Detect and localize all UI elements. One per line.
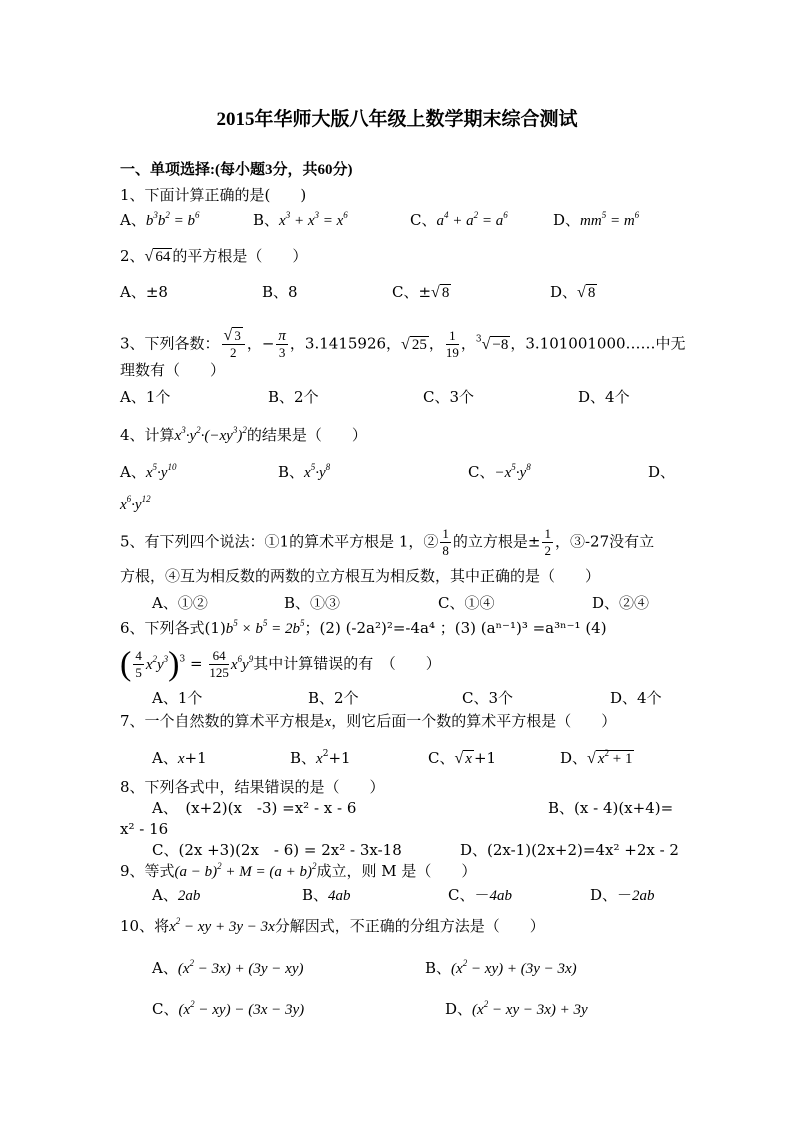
q9-option-d[interactable]: D、－2ab [590, 886, 655, 904]
q7-option-a[interactable]: A、x+1 [152, 749, 207, 767]
q7-stem: 7、一个自然数的算术平方根是x，则它后面一个数的算术平方根是（ ） [120, 712, 617, 730]
q5-option-b[interactable]: B、①③ [284, 594, 341, 612]
q8-stem: 8、下列各式中，结果错误的是（ ） [120, 778, 385, 796]
q4-option-a[interactable]: A、$x^5\cdot y^{10}$ [120, 462, 177, 481]
q9-option-a[interactable]: A、2ab [152, 886, 201, 904]
q9-option-c[interactable]: C、－4ab [448, 886, 512, 904]
q6-stem-line2: ( $\frac{4}{5}$ $x^2y^3)^3$ = $\frac{64}{125}$ $x^6y^9$其中计算错误的有 （ ） [120, 645, 441, 683]
q2-option-b[interactable]: B、8 [262, 283, 298, 301]
q4-option-d[interactable]: D、 [648, 463, 676, 481]
q6-option-c[interactable]: C、3个 [462, 689, 514, 707]
q1-option-a[interactable]: A、$b^3b^2 = b^6$ [120, 210, 200, 229]
q6-option-d[interactable]: D、4个 [610, 689, 662, 707]
q10-stem: 10、将$x^2$ − xy + 3y − 3x分解因式，不正确的分组方法是（ ） [120, 916, 545, 935]
q10-option-b[interactable]: B、$(x^2 - xy) + (3y - 3x)$ [425, 958, 577, 977]
q2-stem: 2、√ 64 的平方根是（ ） [120, 247, 308, 265]
q3-option-c[interactable]: C、3个 [423, 388, 475, 406]
q9-option-b[interactable]: B、4ab [302, 886, 351, 904]
q8-option-b[interactable]: B、(x - 4)(x+4)= [548, 799, 674, 817]
q5-stem-line2: 方根，④互为相反数的两数的立方根互为相反数，其中正确的是（ ） [120, 567, 601, 585]
q8-option-c[interactable]: C、(2x +3)(2x - 6) = 2x² - 3x-18 [152, 841, 402, 859]
q5-option-d[interactable]: D、②④ [592, 594, 650, 612]
q4-option-d-value: $x^6\cdot y^{12}$ [120, 494, 151, 513]
q10-option-c[interactable]: C、$(x^2 - xy) - (3x - 3y)$ [152, 999, 305, 1018]
q8-option-b-cont: x² - 16 [120, 820, 169, 838]
q5-option-a[interactable]: A、①② [152, 594, 208, 612]
section-heading: 一、单项选择:(每小题3分，共60分) [120, 162, 353, 178]
q6-option-a[interactable]: A、1个 [152, 689, 203, 707]
q2-option-d[interactable]: D、√ 8 [550, 283, 596, 301]
q2-option-c[interactable]: C、±√ 8 [392, 283, 450, 301]
q3-option-d[interactable]: D、4个 [578, 388, 630, 406]
q8-option-d[interactable]: D、(2x-1)(2x+2)=4x² +2x - 2 [460, 841, 679, 859]
page-title: 2015年华师大版八年级上数学期末综合测试 [216, 109, 578, 130]
q5-option-c[interactable]: C、①④ [438, 594, 495, 612]
q6-option-b[interactable]: B、2个 [308, 689, 359, 707]
q4-option-b[interactable]: B、$x^5\cdot y^8$ [278, 462, 331, 481]
q4-option-c[interactable]: C、$-x^5\cdot y^8$ [468, 462, 531, 481]
q7-option-c[interactable]: C、√ x +1 [428, 749, 497, 767]
q10-option-d[interactable]: D、($x^2$ − xy − 3x) + 3y [445, 999, 588, 1018]
q3-option-a[interactable]: A、1个 [120, 388, 171, 406]
q5-stem: 5、有下列四个说法：①1的算术平方根是 1，② $\frac{1}{8}$ 的立方根是± $\frac{1}{2}$ ，③-27没有立 [120, 526, 655, 558]
q1-option-b[interactable]: B、$x^3 + x^3 = x^6$ [253, 210, 348, 229]
q10-option-a[interactable]: A、$(x^2 - 3x) + (3y - xy)$ [152, 958, 304, 977]
q4-stem: 4、计算$x^3\cdot y^2\cdot(-xy^3)^2$的结果是（ ） [120, 425, 367, 444]
q6-stem: 6、下列各式$(1)b^5 \times b^5 = 2b^5$；(2) (-2a²)²=-4a⁴ ；(3) (aⁿ⁻¹)³ =a³ⁿ⁻¹ (4) [120, 618, 607, 637]
q9-stem: 9、等式$(a - b)^2 + M = (a + b)^2$成立，则 M 是（ ） [120, 861, 477, 880]
q2-option-a[interactable]: A、±8 [120, 283, 168, 301]
q3-stem-line2: 理数有（ ） [120, 361, 226, 379]
q8-option-a[interactable]: A、 (x+2)(x -3) =x² - x - 6 [152, 799, 357, 817]
q1-option-c[interactable]: C、$a^4 + a^2 = a^6$ [410, 210, 508, 229]
q7-option-b[interactable]: B、$x^2+1$ [290, 749, 351, 767]
q7-option-d[interactable]: D、√ $x^2 + 1$ [560, 748, 633, 767]
q1-stem: 1、下面计算正确的是( ) [120, 186, 307, 204]
q3-option-b[interactable]: B、2个 [268, 388, 319, 406]
q3-stem: 3、下列各数： $\frac{√ 3}{2}$ ，− $\frac{\pi}{3}$ ，3.1415926，√ 25 ， $\frac{1}{19}$ ，$^3$√ −8 ，3.101001000……中无 [120, 327, 686, 360]
q1-option-d[interactable]: D、$mm^5 = m^6$ [553, 210, 640, 229]
